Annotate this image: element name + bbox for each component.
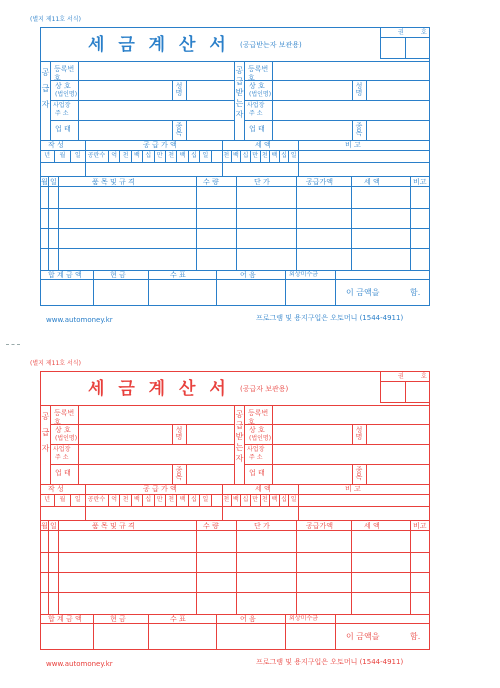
document-title: 세 금 계 산 서 [88,35,230,55]
digit-column-label: 천 [261,150,271,162]
buyer-address-label-2: 주 소 [249,110,263,117]
buyer-company-sub: (법인명) [249,91,272,98]
total-header-receivable: 외상미수금 [289,615,318,622]
item-header-tax: 세 액 [364,522,380,530]
digit-column-label: 억 [109,150,120,162]
supplier-business-item-label: 종목 [175,122,183,136]
buyer-address-label-1: 사업장 [247,446,265,453]
digit-column-label: 십 [241,150,251,162]
supply-amount-digit-columns [85,150,222,162]
supplier-address-label-2: 주 소 [55,110,69,117]
buyer-name-label: 성명 [355,82,363,96]
digit-column-label: 천 [222,494,232,506]
digit-column-label: 년 [40,150,55,162]
item-header-month: 월 [41,178,48,186]
remarks-label: 비 고 [345,485,361,493]
written-label: 작 성 [48,485,64,493]
digit-column-label: 만 [155,150,166,162]
supplier-business-type-label: 업 태 [55,125,71,133]
number-label: 호 [421,29,427,36]
item-header-month: 월 [41,522,48,530]
buyer-business-item-label: 종목 [355,122,363,136]
date-columns [40,150,85,162]
date-columns [40,494,85,506]
item-header-quantity: 수 량 [203,522,219,530]
footer-note: 프로그램 및 용지구입은 오토머니 (1544-4911) [256,314,404,322]
copy-subtitle: (공급받는자 보관용) [240,41,302,49]
item-header-unit-price: 단 가 [254,178,270,186]
digit-column-label: 만 [155,494,166,506]
item-header-tax: 세 액 [364,178,380,186]
tax-digit-columns [222,150,298,162]
digit-column-label: 일 [200,150,211,162]
buyer-business-type-label: 업 태 [249,125,265,133]
digit-column-label: 백 [177,494,188,506]
digit-column-label: 십 [280,150,290,162]
total-header-check: 수 표 [170,615,186,623]
supplier-business-type-label: 업 태 [55,469,71,477]
digit-column-label: 천 [120,150,131,162]
item-header-remarks: 비고 [413,522,427,530]
total-header-cash: 현 금 [110,615,126,623]
digit-column-label: 백 [232,150,242,162]
total-header-sum: 합 계 금 액 [48,615,82,623]
item-header-remarks: 비고 [413,178,427,186]
digit-column-label: 백 [270,150,280,162]
digit-column-label: 월 [55,494,70,506]
buyer-company-label: 상 호 [249,426,265,434]
digit-column-label: 백 [270,494,280,506]
form-note: (별지 제11호 서식) [30,16,81,23]
supplier-side-label: 공급자 [41,68,50,116]
supplier-reg-no-label: 등록번호 [54,409,75,426]
supplier-side-label: 공급자 [41,412,50,460]
supplier-company-sub: (법인명) [55,91,78,98]
supplier-company-label: 상 호 [55,82,71,90]
website-link[interactable]: www.automoney.kr [46,316,113,324]
tax-digit-columns [222,494,298,506]
digit-column-label: 만 [251,494,261,506]
digit-column-label: 십 [143,150,154,162]
amount-phrase: 이 금액을 [346,632,380,641]
digit-column-label: 일 [290,152,297,159]
supplier-company-sub: (법인명) [55,435,78,442]
item-header-quantity: 수 량 [203,178,219,186]
digit-column-label: 백 [232,494,242,506]
digit-column-label: 천 [261,494,271,506]
item-header-day: 일 [50,178,57,186]
written-label: 작 성 [48,141,64,149]
copy-subtitle: (공급자 보관용) [240,385,289,393]
digit-column-label [212,150,222,162]
digit-column-label: 일 [74,496,81,503]
item-header-item: 품 목 및 규 격 [92,178,135,186]
digit-column-label: 만 [251,150,261,162]
buyer-business-type-label: 업 태 [249,469,265,477]
digit-column-label: 일 [200,494,211,506]
digit-column-label: 천 [166,494,177,506]
tax-label: 세 액 [255,141,271,149]
book-label: 권 [398,373,404,380]
digit-column-label: 년 [40,494,55,506]
buyer-address-label-2: 주 소 [249,454,263,461]
item-header-unit-price: 단 가 [254,522,270,530]
total-header-receivable: 외상미수금 [289,271,318,278]
buyer-reg-no-label: 등록번호 [248,65,269,82]
total-header-note: 어 음 [240,271,256,279]
footer-note: 프로그램 및 용지구입은 오토머니 (1544-4911) [256,658,404,666]
red-invoice-copy [0,344,500,688]
document-title: 세 금 계 산 서 [88,379,230,399]
digit-column-label: 십 [189,150,200,162]
digit-column-label [212,494,222,506]
buyer-business-item-label: 종목 [355,466,363,480]
supplier-company-label: 상 호 [55,426,71,434]
website-link[interactable]: www.automoney.kr [46,660,113,668]
buyer-side-label: 공급받는자 [235,66,244,121]
digit-column-label: 십 [241,494,251,506]
supply-amount-digit-columns [85,494,222,506]
blank-count-label: 공란수 [85,150,109,162]
book-label: 권 [398,29,404,36]
total-header-sum: 합 계 금 액 [48,271,82,279]
digit-column-label: 천 [166,150,177,162]
buyer-company-label: 상 호 [249,82,265,90]
total-header-check: 수 표 [170,271,186,279]
item-header-item: 품 목 및 규 격 [92,522,135,530]
tax-label: 세 액 [255,485,271,493]
supply-amount-label: 공 급 가 액 [143,485,177,493]
digit-column-label: 일 [74,152,81,159]
amount-phrase-end: 함. [410,288,421,297]
digit-column-label: 월 [55,150,70,162]
digit-column-label: 십 [143,494,154,506]
supplier-address-label-2: 주 소 [55,454,69,461]
amount-phrase: 이 금액을 [346,288,380,297]
buyer-name-label: 성명 [355,426,363,440]
digit-column-label: 백 [132,494,143,506]
digit-column-label: 백 [177,150,188,162]
amount-phrase-end: 함. [410,632,421,641]
buyer-side-label: 공급받는자 [235,410,244,465]
supplier-reg-no-label: 등록번호 [54,65,75,82]
item-header-supply-amount: 공급가액 [306,522,334,530]
item-header-day: 일 [50,522,57,530]
digit-column-label: 백 [132,150,143,162]
supplier-name-label: 성명 [175,82,183,96]
digit-column-label: 억 [109,494,120,506]
supplier-name-label: 성명 [175,426,183,440]
digit-column-label: 천 [120,494,131,506]
digit-column-label: 일 [290,496,297,503]
item-header-supply-amount: 공급가액 [306,178,334,186]
buyer-address-label-1: 사업장 [247,102,265,109]
buyer-reg-no-label: 등록번호 [248,409,269,426]
number-label: 호 [421,373,427,380]
total-header-cash: 현 금 [110,271,126,279]
remarks-label: 비 고 [345,141,361,149]
form-note: (별지 제11호 서식) [30,360,81,367]
blank-count-label: 공란수 [85,494,109,506]
supplier-address-label-1: 사업장 [53,102,71,109]
digit-column-label: 십 [189,494,200,506]
digit-column-label: 천 [222,150,232,162]
supplier-business-item-label: 종목 [175,466,183,480]
digit-column-label: 십 [280,494,290,506]
supplier-address-label-1: 사업장 [53,446,71,453]
supply-amount-label: 공 급 가 액 [143,141,177,149]
total-header-note: 어 음 [240,615,256,623]
buyer-company-sub: (법인명) [249,435,272,442]
